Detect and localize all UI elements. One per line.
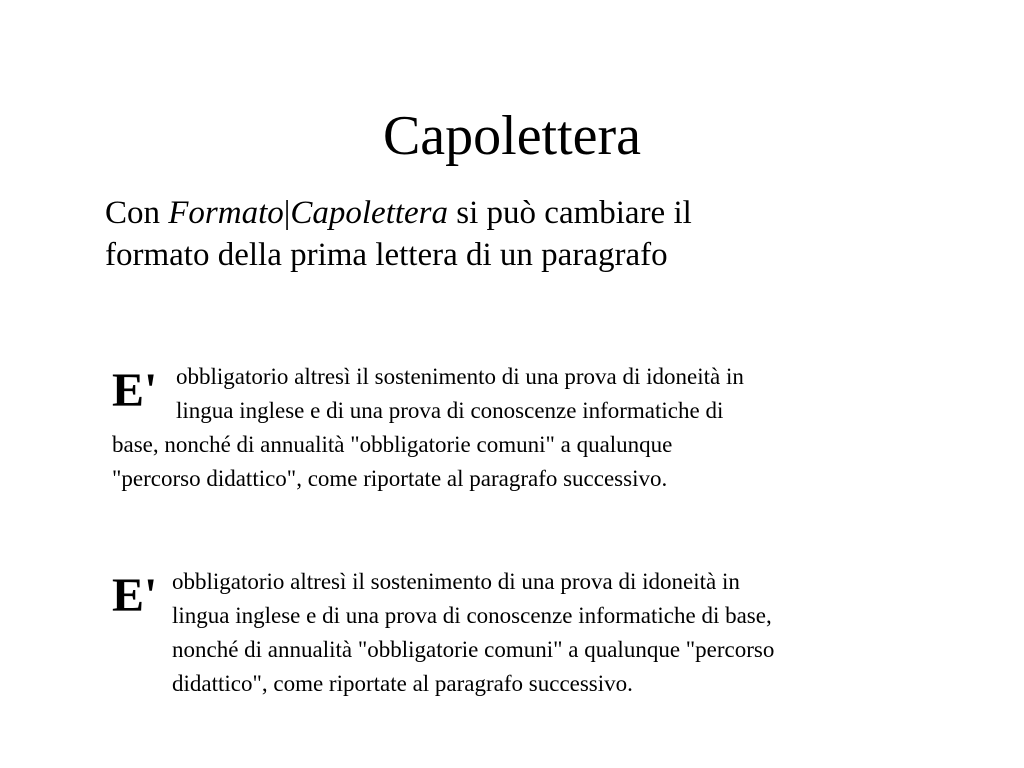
margin-line-1: obbligatorio altresì il sostenimento di una prova di idoneità in	[172, 569, 740, 594]
drop-cap-letter: E'	[112, 364, 158, 417]
intro-line-2: formato della prima lettera di un paragrafo	[105, 237, 668, 273]
example-margin-capital	[112, 565, 932, 701]
slide-title: Capolettera	[382, 105, 642, 167]
intro-paragraph	[105, 192, 865, 276]
dropped-line-1: obbligatorio altresì il sostenimento di una prova di idoneità in	[176, 364, 744, 389]
dropped-line-3: base, nonché di annualità "obbligatorie comuni" a qualunque	[112, 432, 673, 457]
intro-line-1-suffix: si può cambiare il	[448, 195, 692, 231]
intro-prefix: Con	[105, 195, 169, 231]
example-dropped-capital	[112, 360, 912, 496]
margin-line-3: nonché di annualità "obbligatorie comuni" a qualunque "percorso	[172, 637, 775, 662]
dropped-line-2: lingua inglese e di una prova di conoscenze informatiche di	[176, 398, 724, 423]
menu-path-capolettera: Capolettera	[290, 195, 449, 231]
margin-line-4: didattico", come riportate al paragrafo successivo.	[172, 671, 633, 696]
menu-path-formato: Formato	[168, 195, 284, 231]
margin-line-2: lingua inglese e di una prova di conoscenze informatiche di base,	[172, 603, 772, 628]
intro-line-1	[105, 192, 865, 234]
dropped-line-4: "percorso didattico", come riportate al paragrafo successivo.	[112, 466, 668, 491]
margin-cap-letter: E'	[112, 569, 158, 622]
menu-path-separator: |	[283, 195, 291, 231]
